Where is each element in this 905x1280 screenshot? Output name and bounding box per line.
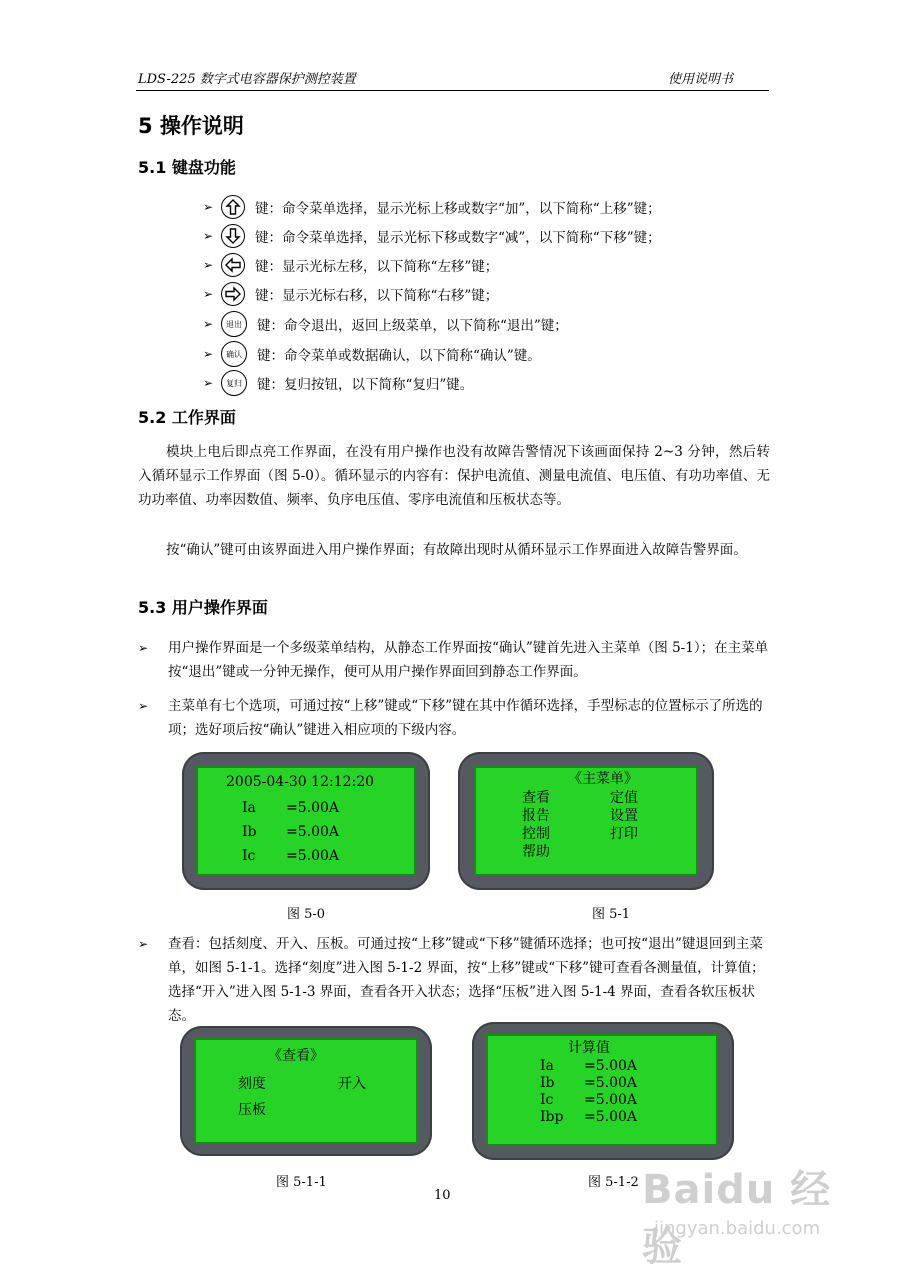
down-arrow-icon — [221, 224, 245, 248]
watermark-url: jingyan.baidu.com — [654, 1218, 821, 1239]
lcd-menu-item: 设置 — [610, 808, 638, 824]
bullet-paragraph-view: ➢ 查看：包括刻度、开入、压板。可通过按“上移”键或“下移”键循环选择；也可按“退出”键退回到主菜单，如图 5-1-1。选择“刻度”进入图 5-1-2 界面，按“上移”键或“下移”键可查看各测量值，计算值；选择“开入”进入图 5-1-3 界面，查看各开入状态；选择“压板”进入图 5-1-4 界面，查看各软压板状态。 — [138, 932, 770, 1028]
lcd-menu-item: 刻度 — [238, 1076, 266, 1092]
lcd-menu-item: 查看 — [522, 790, 550, 806]
lcd-frame-fig-5-1-2 — [472, 1022, 734, 1160]
up-arrow-icon — [221, 195, 245, 219]
running-header-title: LDS-225 数字式电容器保护测控装置 — [138, 72, 356, 87]
lcd-row-value: =5.00A — [286, 848, 340, 864]
lcd-row-name: Ia — [540, 1058, 554, 1074]
exit-key-icon: 退出 — [221, 311, 247, 337]
bullet-icon: ➢ — [138, 937, 149, 951]
lcd-frame-fig-5-1-1 — [180, 1026, 432, 1156]
bullet-icon: ➢ — [203, 287, 214, 301]
chapter-title: 5 操作说明 — [138, 114, 244, 138]
key-description: 键：复归按钮，以下简称“复归”键。 — [257, 377, 474, 393]
figure-caption-5-1-2: 图 5-1-2 — [588, 1175, 639, 1190]
key-row-left — [203, 252, 498, 278]
lcd-row-name: Ib — [242, 824, 257, 840]
lcd-screen-fig-5-1-1 — [194, 1038, 418, 1144]
bullet-paragraph-menu-structure: ➢ 用户操作界面是一个多级菜单结构，从静态工作界面按“确认”键首先进入主菜单（图 5-1）；在主菜单按“退出”键或一分钟无操作，便可从用户操作界面回到静态工作界面。 — [138, 636, 770, 684]
key-description: 键：命令退出，返回上级菜单，以下简称“退出”键； — [257, 318, 568, 334]
baidu-jingyan-watermark — [642, 1148, 872, 1270]
lcd-row-name: Ib — [540, 1075, 555, 1091]
bullet-icon: ➢ — [138, 641, 149, 655]
watermark-logo: Baidu 经验 — [642, 1167, 832, 1270]
section-title-5-2: 5.2 工作界面 — [138, 408, 236, 427]
key-description: 键：命令菜单选择，显示光标上移或数字“加”，以下简称“上移”键； — [255, 201, 661, 217]
bullet-icon: ➢ — [203, 229, 214, 243]
key-description: 键：显示光标左移，以下简称“左移”键； — [255, 259, 499, 275]
bullet-paragraph-main-menu: ➢ 主菜单有七个选项，可通过按“上移”键或“下移”键在其中作循环选择，手型标志的位置标示了所选的项；选好项后按“确认”键进入相应项的下级内容。 — [138, 694, 770, 742]
lcd-screen-fig-5-1-2 — [486, 1034, 718, 1146]
lcd-screen-title: 计算值 — [568, 1040, 610, 1056]
bullet-icon: ➢ — [138, 699, 149, 713]
paragraph-confirm-key: 按“确认”键可由该界面进入用户操作界面；有故障出现时从循环显示工作界面进入故障告警界面。 — [166, 542, 747, 558]
lcd-row-value: =5.00A — [584, 1109, 638, 1125]
lcd-menu-title: 《查看》 — [268, 1048, 324, 1064]
confirm-key-icon: 确认 — [221, 341, 247, 367]
lcd-row-name: Ic — [540, 1092, 554, 1108]
right-arrow-icon — [221, 282, 245, 306]
section-title-5-1: 5.1 键盘功能 — [138, 158, 236, 177]
key-row-up — [203, 194, 661, 220]
left-arrow-icon — [221, 253, 245, 277]
lcd-row-name: Ia — [242, 800, 256, 816]
bullet-icon: ➢ — [203, 376, 214, 390]
lcd-menu-item: 压板 — [238, 1102, 266, 1118]
lcd-row-name: Ic — [242, 848, 256, 864]
figure-caption-5-1: 图 5-1 — [592, 907, 631, 922]
key-row-exit — [203, 311, 568, 337]
bullet-icon: ➢ — [203, 258, 214, 272]
lcd-row-value: =5.00A — [286, 800, 340, 816]
running-header-doc-type: 使用说明书 — [668, 72, 734, 87]
lcd-menu-item: 打印 — [610, 826, 638, 842]
lcd-menu-item: 报告 — [522, 808, 550, 824]
lcd-row-value: =5.00A — [584, 1075, 638, 1091]
bullet-icon: ➢ — [203, 347, 214, 361]
bullet-icon: ➢ — [203, 317, 214, 331]
lcd-row-value: =5.00A — [584, 1058, 638, 1074]
lcd-menu-item: 定值 — [610, 790, 638, 806]
figure-caption-5-1-1: 图 5-1-1 — [276, 1175, 327, 1190]
page-number: 10 — [434, 1188, 451, 1203]
lcd-screen-fig-5-0 — [196, 766, 416, 876]
lcd-menu-item: 开入 — [338, 1076, 366, 1092]
lcd-frame-fig-5-0 — [182, 752, 430, 890]
reset-key-icon: 复归 — [221, 370, 247, 396]
lcd-screen-fig-5-1 — [474, 766, 698, 876]
key-description: 键：显示光标右移，以下简称“右移”键； — [255, 288, 499, 304]
key-row-confirm — [203, 341, 541, 367]
lcd-row-value: =5.00A — [286, 824, 340, 840]
lcd-menu-title: 《主菜单》 — [568, 771, 638, 787]
header-rule — [136, 90, 769, 91]
paragraph-work-interface: 模块上电后即点亮工作界面，在没有用户操作也没有故障告警情况下该画面保持 2~3 分钟，然后转入循环显示工作界面（图 5-0）。循环显示的内容有：保护电流值、测量电流值、电压值、有功功率值、无功功率值、功率因数值、频率、负序电压值、零序电流值和压板状态等。 — [138, 444, 770, 508]
figure-caption-5-0: 图 5-0 — [287, 907, 326, 922]
lcd-menu-item: 控制 — [522, 826, 550, 842]
key-description: 键：命令菜单选择，显示光标下移或数字“减”，以下简称“下移”键； — [255, 230, 661, 246]
key-description: 键：命令菜单或数据确认，以下简称“确认”键。 — [257, 348, 541, 364]
bullet-icon: ➢ — [203, 200, 214, 214]
key-row-reset — [203, 370, 473, 396]
lcd-menu-item: 帮助 — [522, 844, 550, 860]
lcd-frame-fig-5-1 — [458, 752, 714, 890]
lcd-datetime: 2005-04-30 12:12:20 — [226, 774, 375, 790]
lcd-row-name: Ibp — [540, 1109, 564, 1125]
key-row-right — [203, 281, 498, 307]
key-row-down — [203, 223, 661, 249]
lcd-row-value: =5.00A — [584, 1092, 638, 1108]
section-title-5-3: 5.3 用户操作界面 — [138, 598, 268, 617]
